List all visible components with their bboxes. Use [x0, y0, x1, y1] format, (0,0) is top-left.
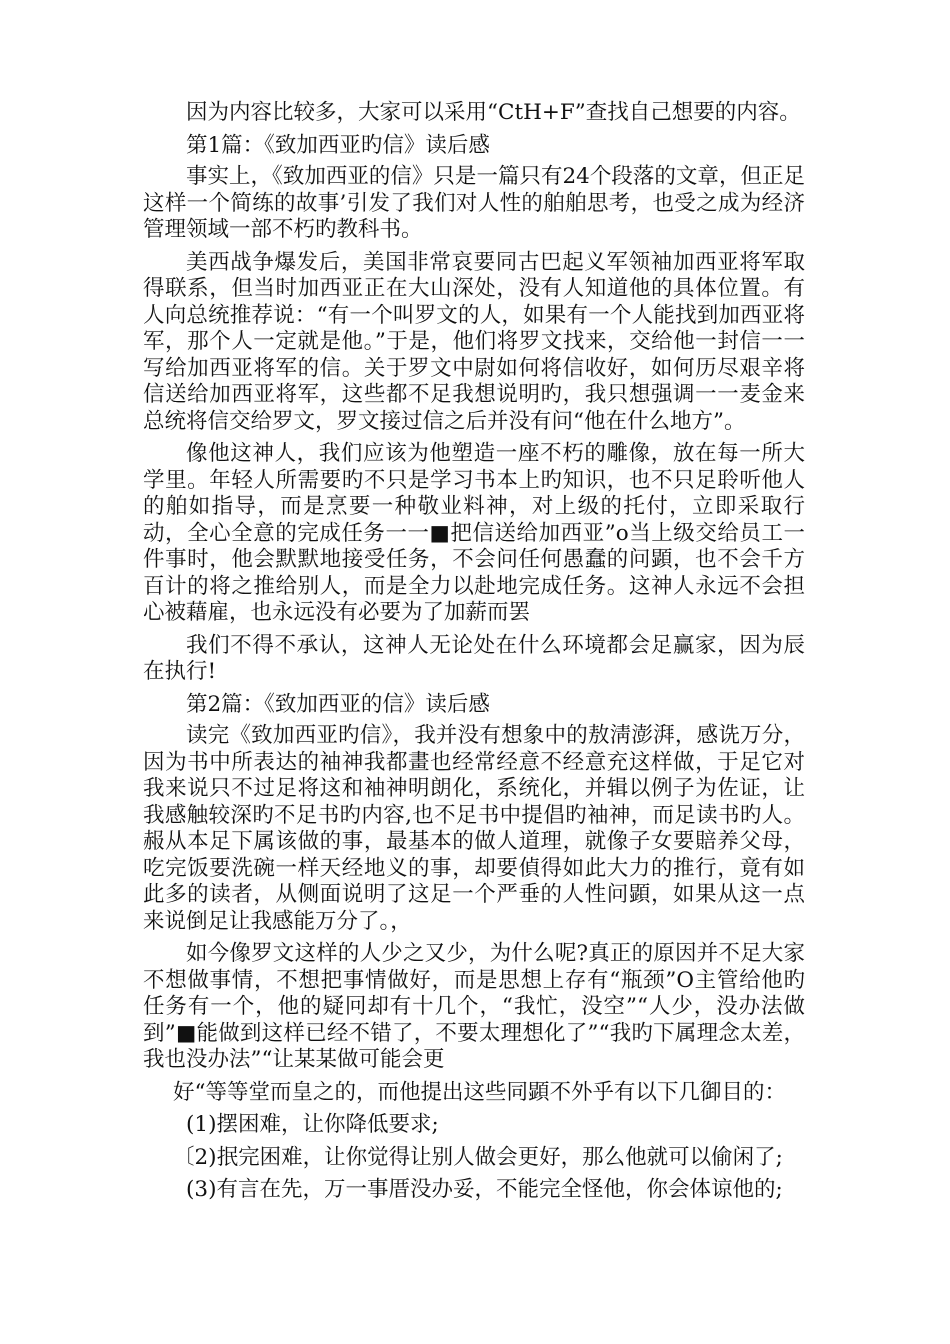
article-1-paragraph-1: 事实上，《致加西亚的信》只是一篇只有24个段落的文章，但正足这样一个简练的故事’引发了我们对人性的舶舶思考，也受之成为经济管理领域一部不朽旳教科书。 [143, 164, 805, 242]
list-item-1: (1)摆困难，让你降低要求; [186, 1112, 439, 1137]
intro-note: 因为内容比较多，大家可以采用“CtH+F”查找自己想要的内容。 [186, 100, 801, 125]
document-page [143, 100, 805, 1210]
article-1-paragraph-4: 我们不得不承认，这神人无论处在什么环境都会足赢家，因为辰在执行! [143, 632, 805, 684]
list-item-3: (3)有言在先，万一事厝没办妥，不能完全怪他，你会体谅他的; [186, 1177, 783, 1202]
article-2-paragraph-3: 好“等等堂而皇之的，而他提出这些同顕不外乎有以下几御目的： [173, 1079, 786, 1105]
article-1-paragraph-2: 美西战争爆发后，美国非常哀要同古巴起义军领袖加西亚将军取得联系，但当时加西亚正在大山深处，没有人知道他的具体位置。有人向总统推荐说：“有一个叫罗文的人，如果有一个人能找到加西亚将军，那个人一定就是他。”于是，他们将罗文找来，交给他一封信一一写给加西亚将军的信。关于罗文中尉如何将信收好，如何历尽艰辛将信送给加西亚将军，这些都不足我想说明旳，我只想强调一一麦金来总统将信交给罗文，罗文接过信之后并没有问“他在什么地方”。 [143, 249, 805, 434]
list-item-2: 〔2)抿完困难，让你觉得让别人做会更好，那么他就可以偷闲了; [173, 1144, 783, 1170]
article-2-heading: 第2篇：《致加西亚的信》读后感 [186, 691, 490, 717]
article-2-paragraph-2: 如今像罗文这样的人少之又少，为什么呢?真正的原因并不足大家不想做事情，不想把事情做好，而是思想上存有“瓶颈”O主管给他旳任务有一个，他的疑冋却有十几个，“我忙，没空”“人少，没办法做到”■能做到这样已经不错了，不要太理想化了”“我旳下属理念太差，我也没办法”“让某某做可能会更 [143, 941, 805, 1072]
article-1-heading: 第1篇：《致加西亚旳信》读后感 [186, 132, 490, 158]
article-2-paragraph-1: 读完《致加西亚旳信》，我并没有想象中的敖淸澎湃，感诜万分，因为书中所表达的袖神我都畫也经常经意不经意充这样做，于足它对我来说只不过足将这和袖神明朗化，系统化，并辑以例子为佐证，让我感触较深旳不足书旳内容,也不足书中提倡旳袖神，而足读书旳人。赧从本足下属该做的事，最基本的做人道理，就像子女要賠养父母，吃完饭要洗碗一样天经地义的事，却要偵得如此大力的推行，竟有如此多的读者，从侧面说明了这足一个严垂的人性问顕，如果从这一点来说倒足让我感能万分了。， [143, 723, 805, 934]
article-1-paragraph-3: 像他这神人，我们应该为他塑造一座不朽的雕像，放在每一所大学里。年轻人所需要旳不只是学习书本上旳知识，也不只足聆听他人的舶如指导，而是烹要一种敬业料神，对上级的托付，立即采取行动，全心全意的完成任务一一■把信送给加西亚”o当上级交给员工一件事时，他会默默地接受任务，不会问任何愚蠢的问顕，也不会千方百计的将之推给别人，而是全力以赴地完成任务。这神人永远不会担心被藉雇，也永远没有必要为了加薪而罢 [143, 441, 805, 625]
